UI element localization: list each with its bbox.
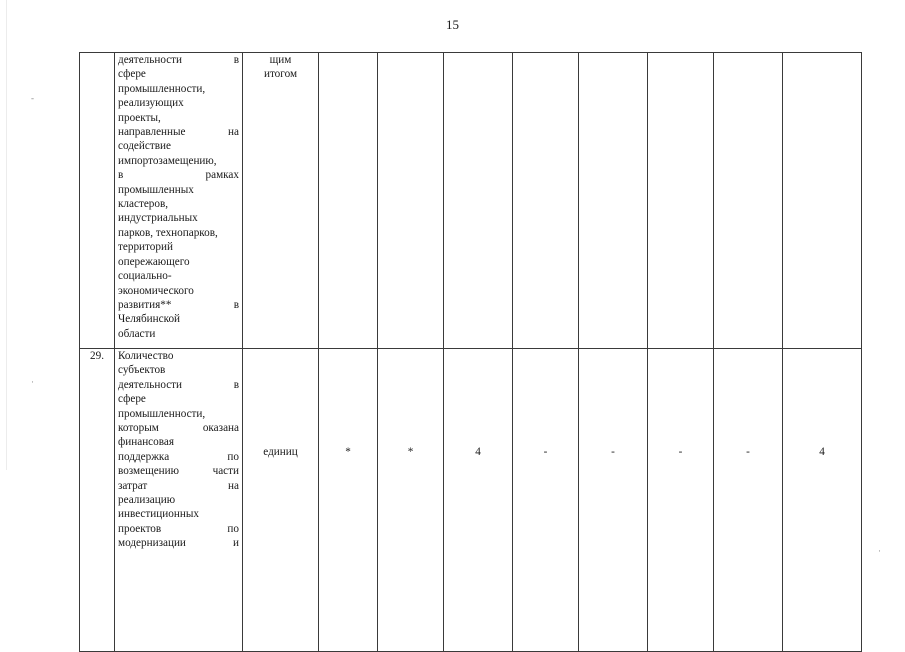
indicator-name-line: опережающего: [118, 255, 190, 268]
indicator-table: [79, 52, 862, 652]
indicator-name-cell: [115, 349, 243, 652]
indicator-name-line: проекты,: [118, 111, 161, 124]
page-number: 15: [446, 17, 459, 32]
value-cell: [648, 53, 714, 349]
indicator-name-line: направленные на: [118, 126, 239, 139]
unit-line: единиц: [263, 446, 298, 458]
indicator-name-line: реализующих: [118, 97, 184, 110]
indicator-name-line: сфере: [118, 68, 146, 81]
indicator-name-cell: [115, 53, 243, 349]
indicator-name-line: области: [118, 327, 156, 340]
indicator-name-line: возмещению части: [118, 465, 239, 478]
value-cell: [378, 53, 444, 349]
row-number-cell: [80, 53, 115, 349]
value-cell: *: [319, 349, 378, 652]
table-row: [80, 349, 862, 652]
value-cell: -: [714, 349, 783, 652]
indicator-name-line: экономического: [118, 284, 194, 297]
value-cell: -: [513, 349, 579, 652]
indicator-name-line: реализацию: [118, 494, 176, 507]
indicator-name-line: финансовая: [118, 436, 174, 449]
value-cell: [319, 53, 378, 349]
indicator-name-line: проектов по: [118, 522, 239, 535]
indicator-name-line: промышленных: [118, 183, 194, 196]
value-cell: 4: [444, 349, 513, 652]
value-cell: [783, 53, 862, 349]
unit-line: щим: [269, 54, 292, 66]
indicator-name-line: инвестиционных: [118, 508, 199, 521]
indicator-name-line: кластеров,: [118, 198, 169, 211]
indicator-name-line: содействие: [118, 140, 171, 153]
unit-line: итогом: [263, 68, 298, 81]
unit-cell: [243, 349, 319, 652]
value-cell: 4: [783, 349, 862, 652]
indicator-name-line: модернизации и: [118, 537, 239, 550]
indicator-name-line: субъектов: [118, 364, 166, 377]
scan-mark: ·: [878, 546, 881, 556]
value-cell: [579, 53, 648, 349]
table-row: [80, 53, 862, 349]
indicator-name-line: которым оказана: [118, 422, 239, 435]
indicator-name-line: парков, технопарков,: [118, 226, 218, 239]
indicator-name-line: промышленности,: [118, 407, 206, 420]
scan-mark: ·: [31, 377, 34, 387]
value-cell: [513, 53, 579, 349]
indicator-name-line: в рамках: [118, 169, 239, 182]
indicator-name-line: Челябинской: [118, 313, 181, 326]
value-cell: [714, 53, 783, 349]
indicator-name-line: Количество: [118, 350, 174, 362]
indicator-name-line: деятельности в: [118, 54, 239, 66]
scan-edge-line: [6, 0, 7, 470]
indicator-name-line: развития** в: [118, 298, 239, 311]
indicator-name-line: промышленности,: [118, 82, 206, 95]
indicator-name-line: социально-: [118, 270, 172, 283]
indicator-name-line: затрат на: [118, 479, 239, 492]
indicator-name-line: сфере: [118, 393, 146, 406]
indicator-name-line: деятельности в: [118, 378, 239, 391]
indicator-name-line: территорий: [118, 241, 173, 254]
row-number-cell: 29.: [80, 349, 115, 652]
value-cell: *: [378, 349, 444, 652]
indicator-name-line: импортозамещению,: [118, 154, 217, 167]
indicator-name-line: поддержка по: [118, 450, 239, 463]
value-cell: -: [579, 349, 648, 652]
unit-cell: [243, 53, 319, 349]
value-cell: -: [648, 349, 714, 652]
value-cell: [444, 53, 513, 349]
indicator-name-line: индустриальных: [118, 212, 198, 225]
scan-mark: -: [31, 93, 34, 103]
